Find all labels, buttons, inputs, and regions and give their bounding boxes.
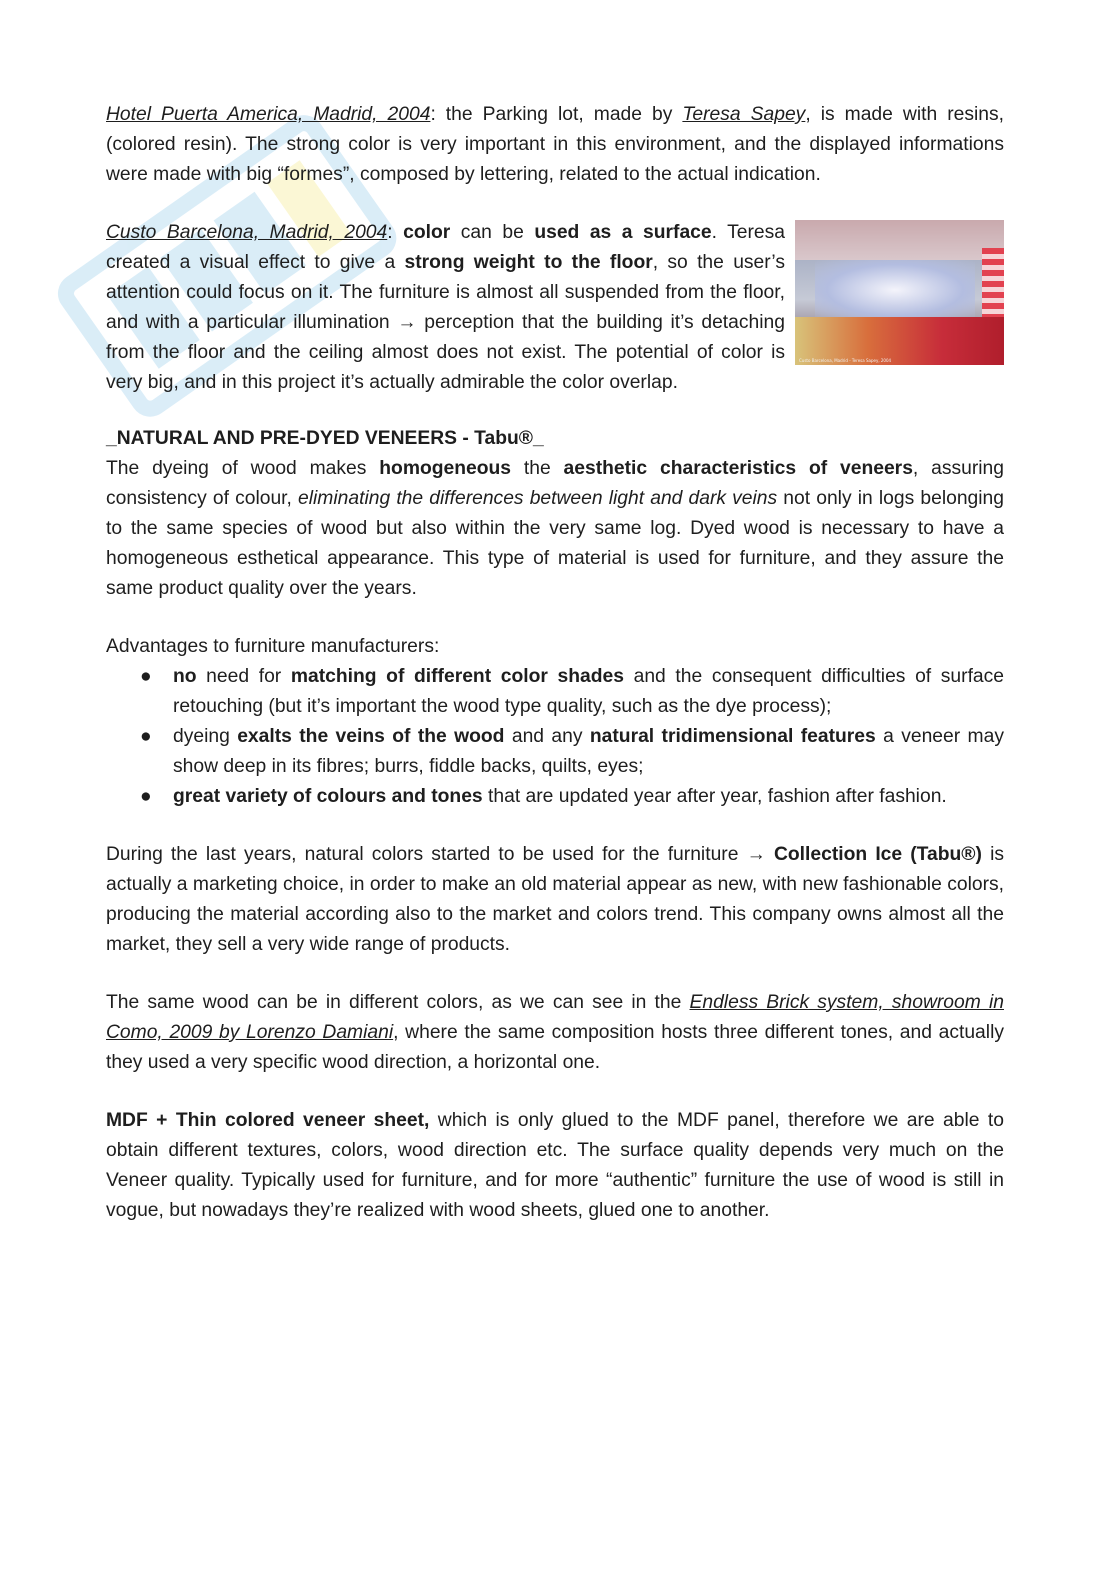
list-item: ● no need for matching of different color shades and the consequent difficulties of surface retouching (but it’s important the wood type quality, such as the dye process); bbox=[106, 662, 1004, 722]
reference-teresa-sapey: Teresa Sapey bbox=[682, 104, 806, 125]
reference-endless-brick: Endless Brick system, showroom in Como, 2009 by Lorenzo Damiani bbox=[106, 992, 1004, 1043]
document-body bbox=[106, 100, 1004, 1226]
paragraph-endless-brick: The same wood can be in different colors, as we can see in the Endless Brick system, showroom in Como, 2009 by Lorenzo Damiani, where the same composition hosts three different tones, and actually they used a very specific wood direction, a horizontal one. bbox=[106, 992, 1004, 1073]
custo-barcelona-photo bbox=[795, 220, 1004, 365]
paragraph-dyeing: The dyeing of wood makes homogeneous the aesthetic characteristics of veneers, assuring consistency of colour, eliminating the differences between light and dark veins not only in logs belonging to the same species of wood but also within the very same log. Dyed wood is necessary to have a homogeneous esthetical appearance. This type of material is used for furniture, and they assure the same product quality over the years. bbox=[106, 458, 1005, 599]
paragraph-custo-barcelona: Custo Barcelona, Madrid, 2004: color can be used as a surface. Teresa created a visual effect to give a strong weight to the floor, so the user’s attention could focus on it. The furniture is almost all suspended from the floor, and with a particular illumination → perception that the building it’s detaching from the floor and the ceiling almost does not exist. The potential of color is very big, and in this project it’s actually admirable the color overlap. bbox=[106, 222, 786, 393]
reference-hotel-puerta-america: Hotel Puerta America, Madrid, 2004 bbox=[106, 104, 431, 125]
bullet-icon: ● bbox=[140, 786, 152, 807]
paragraph-mdf: MDF + Thin colored veneer sheet, which is only glued to the MDF panel, therefore we are able to obtain different textures, colors, wood direction etc. The surface quality depends very much on the Veneer quality. Typically used for furniture, and for more “authentic” furniture the use of wood is still in vogue, but nowadays they’re realized with wood sheets, glued one to another. bbox=[106, 1110, 1004, 1221]
custo-section bbox=[106, 218, 1004, 398]
paragraph-hotel-puerta-america: Hotel Puerta America, Madrid, 2004: the Parking lot, made by Teresa Sapey, is made with resins, (colored resin). The strong color is very important in this environment, and the displayed informations were made with big “formes”, composed by lettering, related to the actual indication. bbox=[106, 104, 1004, 185]
reference-custo-barcelona: Custo Barcelona, Madrid, 2004 bbox=[106, 222, 388, 243]
paragraph-collection-ice: During the last years, natural colors started to be used for the furniture → Collection Ice (Tabu®) is actually a marketing choice, in order to make an old material appear as new, with new fashionable colors, producing the material according also to the market and colors trend. This company owns almost all the market, they sell a very wide range of products. bbox=[106, 844, 1004, 955]
photo-caption: Custo Barcelona, Madrid - Teresa Sapey, 2004 bbox=[799, 358, 892, 363]
bullet-icon: ● bbox=[140, 726, 152, 747]
advantages-intro: Advantages to furniture manufacturers: bbox=[106, 636, 440, 657]
advantages-list bbox=[106, 662, 1004, 812]
list-item: ● great variety of colours and tones that are updated year after year, fashion after fashion. bbox=[106, 782, 1004, 812]
section-heading: _NATURAL AND PRE-DYED VENEERS - Tabu®_ bbox=[106, 428, 544, 449]
bullet-icon: ● bbox=[140, 666, 152, 687]
list-item: ● dyeing exalts the veins of the wood and any natural tridimensional features a veneer may show deep in its fibres; burrs, fiddle backs, quilts, eyes; bbox=[106, 722, 1004, 782]
